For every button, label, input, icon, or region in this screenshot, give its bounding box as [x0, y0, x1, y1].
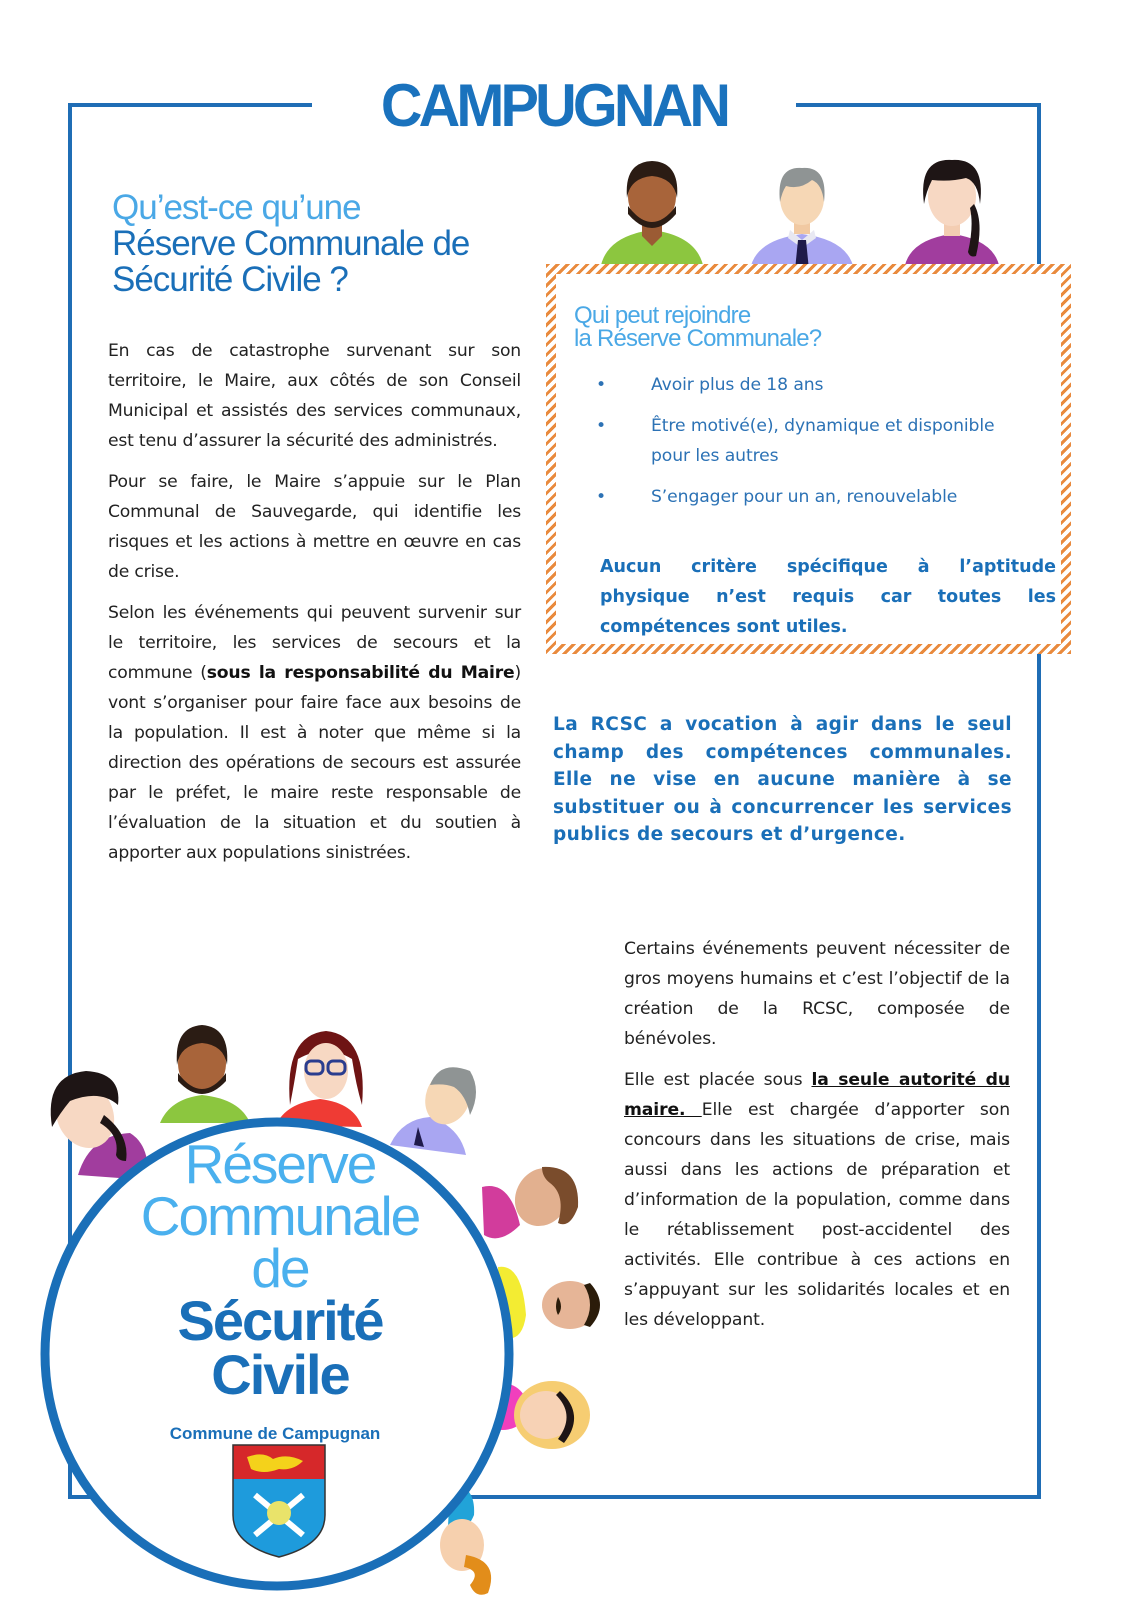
logo-line-reserve: Réserve — [184, 1133, 376, 1195]
page-title: CAMPUGNAN — [380, 72, 728, 139]
left-p3-bold: sous la responsabilité du Maire — [206, 663, 515, 683]
person-man-beard-icon — [160, 1025, 250, 1123]
logo-commune-name: Commune de Campugnan — [169, 1424, 381, 1443]
person-older-man-tie-icon — [750, 168, 854, 270]
bullet-icon: • — [596, 487, 607, 507]
join-heading-line-1: Qui peut rejoindre — [574, 302, 751, 329]
right-paragraph-2 — [624, 1065, 1010, 1335]
intro-heading — [112, 190, 532, 298]
person-man-beard-icon — [600, 161, 704, 270]
left-paragraph-2: Pour se faire, le Maire s’appuie sur le Plan Communal de Sauvegarde, qui identifie les risques et les actions à mettre en œuvre en cas de crise. — [108, 472, 521, 582]
coat-of-arms-icon — [233, 1445, 325, 1557]
requirement-item — [596, 411, 1036, 471]
right-p2-underlined: la seule autorité du maire. — [624, 1070, 1010, 1120]
left-paragraph-3 — [108, 598, 521, 868]
logo-line-communale: Communale — [140, 1185, 420, 1247]
bullet-icon: • — [596, 375, 607, 395]
person-mustache-man-icon — [498, 1267, 600, 1339]
right-column — [624, 934, 1010, 1346]
bullet-icon: • — [596, 416, 607, 436]
logo-line-securite: Sécurité — [177, 1289, 383, 1352]
logo-wordmark — [120, 1133, 440, 1406]
right-paragraph-1: Certains événements peuvent nécessiter de gros moyens humains et c’est l’objectif de la création de la RCSC, composée de bénévoles. — [624, 939, 1010, 1049]
intro-heading-line-3: Sécurité Civile ? — [112, 260, 348, 299]
join-box-heading — [574, 304, 1034, 350]
logo-line-de: de — [251, 1237, 309, 1299]
left-p3-text-a: Selon les événements qui peuvent survenir sur le territoire, les services de secours et la commune ( — [108, 603, 521, 683]
requirement-text: Être motivé(e), dynamique et disponible pour les autres — [651, 416, 995, 466]
join-box-inner — [556, 274, 1061, 644]
rcsc-mission-note: La RCSC a vocation à agir dans le seul champ des compétences communales. Elle ne vise en aucune manière à se substituer ou à concurrencer les services publics de secours et d’urgence. — [553, 714, 1012, 845]
left-paragraph-1: En cas de catastrophe survenant sur son territoire, le Maire, aux côtés de son Conseil Municipal et assistés des services communaux, est tenu d’assurer la sécurité des administrés. — [108, 341, 521, 451]
join-requirements-box — [546, 264, 1071, 654]
requirement-item — [596, 370, 1036, 400]
people-illustration-top — [600, 158, 1000, 270]
requirement-item — [596, 482, 1036, 512]
right-p2-text-b: Elle est chargée d’apporter son concours dans les situations de crise, mais aussi dans les actions de préparation et d’information de la population, comme dans le rétablissement post-accidentel des activités. Elle contribue à ces actions en s’appuyant sur les solidarités locales et en les développant. — [624, 1100, 1010, 1330]
left-p3-text-b: ) vont s’organiser pour faire face aux besoins de la population. Il est à noter que même si la direction des opérations de secours est assurée par le préfet, le maire reste responsable de l’évaluation de la situation et du soutien à apporter aux populations sinistrées. — [108, 663, 521, 863]
person-brown-hair-icon — [482, 1158, 580, 1238]
requirement-text: Avoir plus de 18 ans — [651, 375, 824, 395]
aptitude-note: Aucun critère spécifique à l’aptitude physique n’est requis car toutes les compétences sont utiles. — [600, 557, 1056, 637]
person-woman-braid-icon — [904, 160, 1000, 270]
logo-line-civile: Civile — [211, 1343, 349, 1406]
person-woman-glasses-icon — [276, 1031, 363, 1127]
join-heading-line-2: la Réserve Communale? — [574, 325, 822, 352]
intro-heading-line-1: Qu’est-ce qu’une — [112, 188, 361, 227]
right-p2-text-a: Elle est placée sous — [624, 1070, 812, 1090]
requirements-list — [596, 370, 1036, 523]
requirement-text: S’engager pour un an, renouvelable — [651, 487, 958, 507]
left-column — [108, 336, 521, 879]
intro-heading-line-2: Réserve Communale de — [112, 224, 470, 263]
